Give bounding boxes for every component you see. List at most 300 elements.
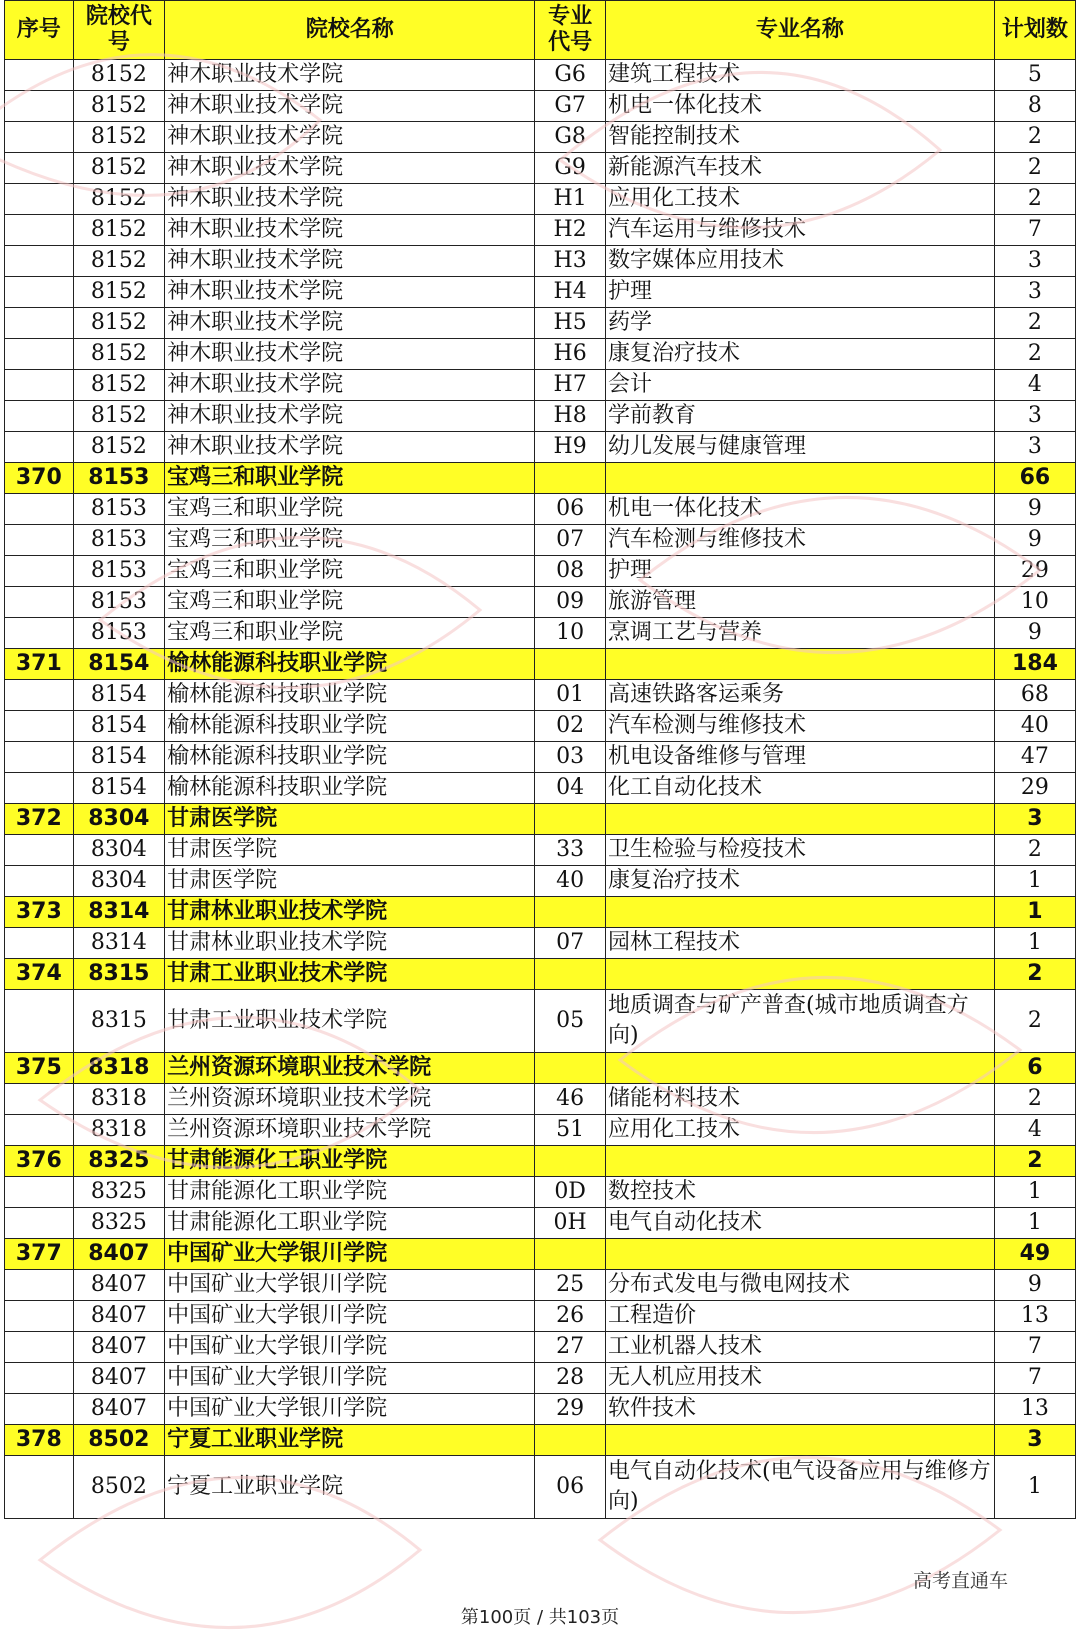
school-code-cell: 8407 bbox=[73, 1239, 165, 1270]
school-name-cell: 中国矿业大学银川学院 bbox=[165, 1239, 535, 1270]
school-code-cell: 8325 bbox=[73, 1146, 165, 1177]
school-code-cell: 8318 bbox=[73, 1115, 165, 1146]
school-code-cell: 8154 bbox=[73, 649, 165, 680]
table-row bbox=[5, 370, 1076, 401]
table-row bbox=[5, 773, 1076, 804]
major-code-cell: G8 bbox=[535, 122, 606, 153]
school-code-cell: 8154 bbox=[73, 773, 165, 804]
major-name-cell: 地质调查与矿产普查(城市地质调查方向) bbox=[605, 990, 994, 1053]
table-row bbox=[5, 866, 1076, 897]
plan-count-cell: 29 bbox=[994, 773, 1075, 804]
table-header-row bbox=[5, 1, 1076, 60]
school-name-cell: 宝鸡三和职业学院 bbox=[165, 525, 535, 556]
school-name-cell: 神木职业技术学院 bbox=[165, 122, 535, 153]
school-name-cell: 榆林能源科技职业学院 bbox=[165, 742, 535, 773]
school-code-cell: 8154 bbox=[73, 742, 165, 773]
plan-count-cell: 2 bbox=[994, 339, 1075, 370]
school-name-cell: 神木职业技术学院 bbox=[165, 184, 535, 215]
school-name-cell: 宝鸡三和职业学院 bbox=[165, 618, 535, 649]
plan-count-cell: 9 bbox=[994, 1270, 1075, 1301]
school-name-cell: 甘肃医学院 bbox=[165, 835, 535, 866]
school-code-cell: 8153 bbox=[73, 587, 165, 618]
school-name-cell: 中国矿业大学银川学院 bbox=[165, 1332, 535, 1363]
seq-cell bbox=[5, 835, 74, 866]
plan-count-cell: 49 bbox=[994, 1239, 1075, 1270]
major-name-cell: 学前教育 bbox=[605, 401, 994, 432]
major-name-cell: 电气自动化技术(电气设备应用与维修方向) bbox=[605, 1456, 994, 1519]
table-row bbox=[5, 928, 1076, 959]
table-row bbox=[5, 587, 1076, 618]
table-row bbox=[5, 494, 1076, 525]
school-name-cell: 宝鸡三和职业学院 bbox=[165, 463, 535, 494]
table-row bbox=[5, 184, 1076, 215]
table-row bbox=[5, 308, 1076, 339]
major-code-cell: G9 bbox=[535, 153, 606, 184]
seq-cell bbox=[5, 618, 74, 649]
school-name-cell: 甘肃林业职业技术学院 bbox=[165, 928, 535, 959]
major-name-cell: 园林工程技术 bbox=[605, 928, 994, 959]
major-code-cell bbox=[535, 1425, 606, 1456]
school-code-cell: 8407 bbox=[73, 1363, 165, 1394]
major-code-cell: 09 bbox=[535, 587, 606, 618]
plan-count-cell: 7 bbox=[994, 1363, 1075, 1394]
school-summary-row bbox=[5, 897, 1076, 928]
table-row bbox=[5, 1394, 1076, 1425]
header-major-code: 专业代号 bbox=[535, 1, 606, 60]
seq-cell bbox=[5, 122, 74, 153]
school-code-cell: 8325 bbox=[73, 1208, 165, 1239]
school-code-cell: 8314 bbox=[73, 897, 165, 928]
seq-cell bbox=[5, 773, 74, 804]
major-code-cell: 27 bbox=[535, 1332, 606, 1363]
major-code-cell: H9 bbox=[535, 432, 606, 463]
school-name-cell: 中国矿业大学银川学院 bbox=[165, 1270, 535, 1301]
plan-count-cell: 2 bbox=[994, 990, 1075, 1053]
major-name-cell: 储能材料技术 bbox=[605, 1084, 994, 1115]
school-code-cell: 8153 bbox=[73, 556, 165, 587]
major-code-cell: 46 bbox=[535, 1084, 606, 1115]
school-code-cell: 8304 bbox=[73, 866, 165, 897]
seq-cell bbox=[5, 680, 74, 711]
major-name-cell: 机电一体化技术 bbox=[605, 494, 994, 525]
major-name-cell: 工程造价 bbox=[605, 1301, 994, 1332]
major-code-cell: 03 bbox=[535, 742, 606, 773]
school-name-cell: 神木职业技术学院 bbox=[165, 246, 535, 277]
table-row bbox=[5, 711, 1076, 742]
plan-count-cell: 2 bbox=[994, 1146, 1075, 1177]
seq-cell bbox=[5, 711, 74, 742]
major-code-cell: 05 bbox=[535, 990, 606, 1053]
table-row bbox=[5, 680, 1076, 711]
school-summary-row bbox=[5, 1239, 1076, 1270]
major-name-cell: 护理 bbox=[605, 277, 994, 308]
school-code-cell: 8152 bbox=[73, 401, 165, 432]
school-code-cell: 8153 bbox=[73, 618, 165, 649]
major-name-cell: 汽车检测与维修技术 bbox=[605, 711, 994, 742]
table-row bbox=[5, 835, 1076, 866]
major-code-cell bbox=[535, 897, 606, 928]
plan-count-cell: 8 bbox=[994, 91, 1075, 122]
major-code-cell: 01 bbox=[535, 680, 606, 711]
major-code-cell: 07 bbox=[535, 928, 606, 959]
major-name-cell bbox=[605, 463, 994, 494]
school-code-cell: 8154 bbox=[73, 711, 165, 742]
table-row bbox=[5, 1270, 1076, 1301]
major-name-cell: 化工自动化技术 bbox=[605, 773, 994, 804]
plan-count-cell: 2 bbox=[994, 122, 1075, 153]
major-name-cell: 机电设备维修与管理 bbox=[605, 742, 994, 773]
major-code-cell: 26 bbox=[535, 1301, 606, 1332]
school-code-cell: 8152 bbox=[73, 91, 165, 122]
major-name-cell: 旅游管理 bbox=[605, 587, 994, 618]
school-name-cell: 神木职业技术学院 bbox=[165, 308, 535, 339]
major-name-cell: 汽车运用与维修技术 bbox=[605, 215, 994, 246]
seq-cell bbox=[5, 1270, 74, 1301]
plan-count-cell: 7 bbox=[994, 215, 1075, 246]
table-row bbox=[5, 1332, 1076, 1363]
school-code-cell: 8304 bbox=[73, 804, 165, 835]
seq-cell bbox=[5, 215, 74, 246]
major-name-cell bbox=[605, 1146, 994, 1177]
major-name-cell: 汽车检测与维修技术 bbox=[605, 525, 994, 556]
seq-cell bbox=[5, 1394, 74, 1425]
table-row bbox=[5, 1084, 1076, 1115]
major-name-cell: 会计 bbox=[605, 370, 994, 401]
seq-cell: 377 bbox=[5, 1239, 74, 1270]
seq-cell: 375 bbox=[5, 1053, 74, 1084]
school-code-cell: 8152 bbox=[73, 122, 165, 153]
major-name-cell: 电气自动化技术 bbox=[605, 1208, 994, 1239]
seq-cell bbox=[5, 587, 74, 618]
school-code-cell: 8407 bbox=[73, 1270, 165, 1301]
school-code-cell: 8152 bbox=[73, 339, 165, 370]
major-name-cell: 高速铁路客运乘务 bbox=[605, 680, 994, 711]
school-summary-row bbox=[5, 1053, 1076, 1084]
major-code-cell: H6 bbox=[535, 339, 606, 370]
plan-count-cell: 1 bbox=[994, 928, 1075, 959]
major-name-cell bbox=[605, 1239, 994, 1270]
major-code-cell: 0H bbox=[535, 1208, 606, 1239]
school-name-cell: 中国矿业大学银川学院 bbox=[165, 1363, 535, 1394]
major-name-cell: 建筑工程技术 bbox=[605, 60, 994, 91]
table-row bbox=[5, 401, 1076, 432]
school-code-cell: 8407 bbox=[73, 1332, 165, 1363]
major-name-cell bbox=[605, 804, 994, 835]
plan-count-cell: 1 bbox=[994, 1177, 1075, 1208]
major-code-cell: 10 bbox=[535, 618, 606, 649]
major-name-cell bbox=[605, 1053, 994, 1084]
plan-count-cell: 29 bbox=[994, 556, 1075, 587]
plan-count-cell: 10 bbox=[994, 587, 1075, 618]
school-code-cell: 8153 bbox=[73, 525, 165, 556]
plan-count-cell: 1 bbox=[994, 1456, 1075, 1519]
seq-cell bbox=[5, 990, 74, 1053]
seq-cell bbox=[5, 742, 74, 773]
major-code-cell: 04 bbox=[535, 773, 606, 804]
school-code-cell: 8502 bbox=[73, 1425, 165, 1456]
school-name-cell: 甘肃医学院 bbox=[165, 866, 535, 897]
page-number: 第100页 / 共103页 bbox=[460, 1607, 620, 1628]
school-code-cell: 8318 bbox=[73, 1053, 165, 1084]
table-row bbox=[5, 556, 1076, 587]
school-code-cell: 8315 bbox=[73, 959, 165, 990]
table-row bbox=[5, 1363, 1076, 1394]
school-name-cell: 中国矿业大学银川学院 bbox=[165, 1394, 535, 1425]
major-name-cell: 软件技术 bbox=[605, 1394, 994, 1425]
major-code-cell: 29 bbox=[535, 1394, 606, 1425]
major-code-cell bbox=[535, 1239, 606, 1270]
header-seq: 序号 bbox=[5, 1, 74, 60]
school-name-cell: 神木职业技术学院 bbox=[165, 277, 535, 308]
plan-count-cell: 2 bbox=[994, 959, 1075, 990]
plan-count-cell: 3 bbox=[994, 401, 1075, 432]
major-code-cell: H2 bbox=[535, 215, 606, 246]
major-code-cell: 07 bbox=[535, 525, 606, 556]
school-code-cell: 8152 bbox=[73, 432, 165, 463]
major-name-cell: 烹调工艺与营养 bbox=[605, 618, 994, 649]
seq-cell bbox=[5, 866, 74, 897]
school-code-cell: 8152 bbox=[73, 60, 165, 91]
seq-cell bbox=[5, 1301, 74, 1332]
seq-cell bbox=[5, 277, 74, 308]
plan-count-cell: 4 bbox=[994, 370, 1075, 401]
plan-count-cell: 7 bbox=[994, 1332, 1075, 1363]
plan-count-cell: 3 bbox=[994, 804, 1075, 835]
plan-count-cell: 47 bbox=[994, 742, 1075, 773]
plan-count-cell: 6 bbox=[994, 1053, 1075, 1084]
plan-count-cell: 9 bbox=[994, 618, 1075, 649]
school-summary-row bbox=[5, 1146, 1076, 1177]
plan-count-cell: 184 bbox=[994, 649, 1075, 680]
plan-count-cell: 66 bbox=[994, 463, 1075, 494]
school-name-cell: 榆林能源科技职业学院 bbox=[165, 649, 535, 680]
major-code-cell bbox=[535, 649, 606, 680]
table-row bbox=[5, 277, 1076, 308]
major-code-cell: 51 bbox=[535, 1115, 606, 1146]
seq-cell bbox=[5, 525, 74, 556]
school-code-cell: 8152 bbox=[73, 153, 165, 184]
school-code-cell: 8153 bbox=[73, 463, 165, 494]
plan-count-cell: 5 bbox=[994, 60, 1075, 91]
seq-cell bbox=[5, 308, 74, 339]
major-code-cell: 02 bbox=[535, 711, 606, 742]
major-code-cell bbox=[535, 1146, 606, 1177]
plan-count-cell: 4 bbox=[994, 1115, 1075, 1146]
seq-cell: 370 bbox=[5, 463, 74, 494]
school-code-cell: 8502 bbox=[73, 1456, 165, 1519]
plan-count-cell: 3 bbox=[994, 277, 1075, 308]
seq-cell: 378 bbox=[5, 1425, 74, 1456]
seq-cell bbox=[5, 91, 74, 122]
school-name-cell: 兰州资源环境职业技术学院 bbox=[165, 1115, 535, 1146]
school-name-cell: 神木职业技术学院 bbox=[165, 60, 535, 91]
school-code-cell: 8314 bbox=[73, 928, 165, 959]
table-row bbox=[5, 339, 1076, 370]
school-name-cell: 甘肃能源化工职业学院 bbox=[165, 1177, 535, 1208]
school-name-cell: 神木职业技术学院 bbox=[165, 91, 535, 122]
school-summary-row bbox=[5, 804, 1076, 835]
plan-count-cell: 1 bbox=[994, 866, 1075, 897]
major-code-cell: H4 bbox=[535, 277, 606, 308]
major-code-cell bbox=[535, 804, 606, 835]
major-name-cell: 应用化工技术 bbox=[605, 184, 994, 215]
table-row bbox=[5, 432, 1076, 463]
major-name-cell: 智能控制技术 bbox=[605, 122, 994, 153]
major-code-cell: H3 bbox=[535, 246, 606, 277]
school-name-cell: 宝鸡三和职业学院 bbox=[165, 494, 535, 525]
seq-cell bbox=[5, 556, 74, 587]
major-name-cell: 卫生检验与检疫技术 bbox=[605, 835, 994, 866]
plan-count-cell: 68 bbox=[994, 680, 1075, 711]
school-name-cell: 甘肃工业职业技术学院 bbox=[165, 959, 535, 990]
school-name-cell: 神木职业技术学院 bbox=[165, 370, 535, 401]
school-name-cell: 神木职业技术学院 bbox=[165, 153, 535, 184]
major-code-cell: H5 bbox=[535, 308, 606, 339]
school-name-cell: 宝鸡三和职业学院 bbox=[165, 556, 535, 587]
major-name-cell bbox=[605, 1425, 994, 1456]
school-name-cell: 甘肃能源化工职业学院 bbox=[165, 1208, 535, 1239]
table-row bbox=[5, 618, 1076, 649]
seq-cell bbox=[5, 153, 74, 184]
school-name-cell: 甘肃能源化工职业学院 bbox=[165, 1146, 535, 1177]
seq-cell: 374 bbox=[5, 959, 74, 990]
school-summary-row bbox=[5, 1425, 1076, 1456]
header-plan-count: 计划数 bbox=[994, 1, 1075, 60]
plan-count-cell: 9 bbox=[994, 494, 1075, 525]
major-code-cell: 06 bbox=[535, 494, 606, 525]
school-name-cell: 宝鸡三和职业学院 bbox=[165, 587, 535, 618]
school-name-cell: 兰州资源环境职业技术学院 bbox=[165, 1053, 535, 1084]
school-name-cell: 神木职业技术学院 bbox=[165, 215, 535, 246]
school-code-cell: 8318 bbox=[73, 1084, 165, 1115]
major-name-cell: 药学 bbox=[605, 308, 994, 339]
major-code-cell: G6 bbox=[535, 60, 606, 91]
school-code-cell: 8152 bbox=[73, 370, 165, 401]
major-code-cell: 40 bbox=[535, 866, 606, 897]
plan-count-cell: 13 bbox=[994, 1301, 1075, 1332]
school-name-cell: 宁夏工业职业学院 bbox=[165, 1456, 535, 1519]
plan-count-cell: 1 bbox=[994, 1208, 1075, 1239]
seq-cell bbox=[5, 1456, 74, 1519]
major-code-cell bbox=[535, 463, 606, 494]
seq-cell bbox=[5, 432, 74, 463]
school-name-cell: 甘肃林业职业技术学院 bbox=[165, 897, 535, 928]
table-row bbox=[5, 742, 1076, 773]
school-name-cell: 甘肃工业职业技术学院 bbox=[165, 990, 535, 1053]
school-name-cell: 榆林能源科技职业学院 bbox=[165, 680, 535, 711]
plan-count-cell: 2 bbox=[994, 184, 1075, 215]
major-code-cell: H1 bbox=[535, 184, 606, 215]
plan-count-cell: 2 bbox=[994, 308, 1075, 339]
major-name-cell: 工业机器人技术 bbox=[605, 1332, 994, 1363]
major-name-cell: 无人机应用技术 bbox=[605, 1363, 994, 1394]
plan-count-cell: 3 bbox=[994, 1425, 1075, 1456]
plan-count-cell: 2 bbox=[994, 153, 1075, 184]
major-name-cell: 数字媒体应用技术 bbox=[605, 246, 994, 277]
school-code-cell: 8152 bbox=[73, 215, 165, 246]
school-code-cell: 8325 bbox=[73, 1177, 165, 1208]
table-row bbox=[5, 246, 1076, 277]
school-code-cell: 8152 bbox=[73, 277, 165, 308]
table-row bbox=[5, 1208, 1076, 1239]
table-row bbox=[5, 525, 1076, 556]
plan-count-cell: 3 bbox=[994, 246, 1075, 277]
seq-cell: 372 bbox=[5, 804, 74, 835]
major-name-cell: 康复治疗技术 bbox=[605, 866, 994, 897]
major-code-cell: H8 bbox=[535, 401, 606, 432]
plan-count-cell: 3 bbox=[994, 432, 1075, 463]
table-row bbox=[5, 60, 1076, 91]
school-code-cell: 8315 bbox=[73, 990, 165, 1053]
school-name-cell: 兰州资源环境职业技术学院 bbox=[165, 1084, 535, 1115]
table-row bbox=[5, 122, 1076, 153]
seq-cell: 371 bbox=[5, 649, 74, 680]
school-summary-row bbox=[5, 463, 1076, 494]
table-row bbox=[5, 1456, 1076, 1519]
school-name-cell: 宁夏工业职业学院 bbox=[165, 1425, 535, 1456]
school-code-cell: 8407 bbox=[73, 1394, 165, 1425]
table-row bbox=[5, 990, 1076, 1053]
seq-cell bbox=[5, 1363, 74, 1394]
table-row bbox=[5, 153, 1076, 184]
major-code-cell: 0D bbox=[535, 1177, 606, 1208]
school-name-cell: 甘肃医学院 bbox=[165, 804, 535, 835]
header-major-name: 专业名称 bbox=[605, 1, 994, 60]
plan-count-cell: 2 bbox=[994, 835, 1075, 866]
seq-cell bbox=[5, 1332, 74, 1363]
school-name-cell: 榆林能源科技职业学院 bbox=[165, 711, 535, 742]
seq-cell bbox=[5, 339, 74, 370]
school-name-cell: 神木职业技术学院 bbox=[165, 432, 535, 463]
major-code-cell: 28 bbox=[535, 1363, 606, 1394]
major-name-cell bbox=[605, 959, 994, 990]
table-row bbox=[5, 1301, 1076, 1332]
major-code-cell bbox=[535, 959, 606, 990]
major-code-cell: 25 bbox=[535, 1270, 606, 1301]
school-name-cell: 神木职业技术学院 bbox=[165, 339, 535, 370]
seq-cell bbox=[5, 928, 74, 959]
school-code-cell: 8152 bbox=[73, 308, 165, 339]
header-school-name: 院校名称 bbox=[165, 1, 535, 60]
major-code-cell: 08 bbox=[535, 556, 606, 587]
major-name-cell: 幼儿发展与健康管理 bbox=[605, 432, 994, 463]
seq-cell: 376 bbox=[5, 1146, 74, 1177]
school-code-cell: 8154 bbox=[73, 680, 165, 711]
seq-cell bbox=[5, 494, 74, 525]
major-name-cell: 机电一体化技术 bbox=[605, 91, 994, 122]
seq-cell bbox=[5, 60, 74, 91]
seq-cell bbox=[5, 1115, 74, 1146]
table-row bbox=[5, 91, 1076, 122]
seq-cell bbox=[5, 401, 74, 432]
enrollment-plan-table bbox=[4, 0, 1076, 1519]
major-code-cell: 06 bbox=[535, 1456, 606, 1519]
major-code-cell: H7 bbox=[535, 370, 606, 401]
seq-cell bbox=[5, 1177, 74, 1208]
plan-count-cell: 1 bbox=[994, 897, 1075, 928]
seq-cell bbox=[5, 1208, 74, 1239]
school-summary-row bbox=[5, 959, 1076, 990]
major-name-cell bbox=[605, 897, 994, 928]
table-row bbox=[5, 1115, 1076, 1146]
major-name-cell: 新能源汽车技术 bbox=[605, 153, 994, 184]
school-name-cell: 神木职业技术学院 bbox=[165, 401, 535, 432]
table-row bbox=[5, 215, 1076, 246]
plan-count-cell: 13 bbox=[994, 1394, 1075, 1425]
school-code-cell: 8153 bbox=[73, 494, 165, 525]
major-code-cell: 33 bbox=[535, 835, 606, 866]
school-name-cell: 榆林能源科技职业学院 bbox=[165, 773, 535, 804]
